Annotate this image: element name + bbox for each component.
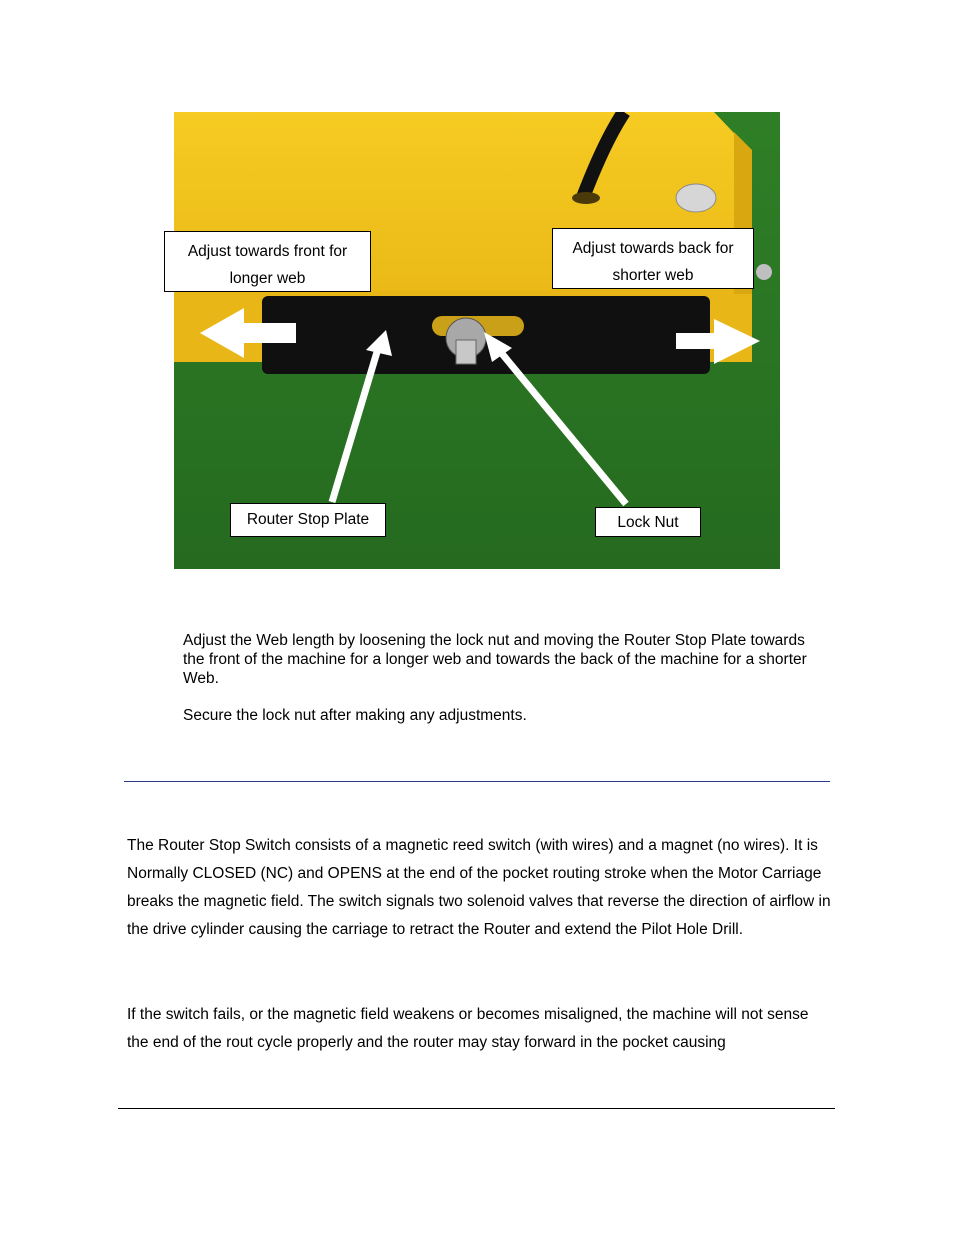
callout-adjust-back [552, 228, 754, 289]
callout-adjust-front-text: Adjust towards front for longer web [187, 243, 348, 287]
callout-router-stop-plate [230, 503, 386, 537]
screw-head [676, 184, 716, 212]
cable-grommet [572, 192, 600, 204]
callout-lock-nut-text: Lock Nut [617, 514, 679, 531]
callout-router-stop-plate-text: Router Stop Plate [246, 511, 370, 528]
instruction-paragraph-1: Adjust the Web length by loosening the lock nut and moving the Router Stop Plate towards the front of the machine for a longer web and towards the back of the machine for a shorter Web. [183, 632, 807, 687]
instruction-paragraph-2: Secure the lock nut after making any adjustments. [183, 707, 527, 724]
callout-adjust-back-text: Adjust towards back for shorter web [572, 240, 734, 284]
router-stop-switch-paragraph: The Router Stop Switch consists of a magnetic reed switch (with wires) and a magnet (no wires). It is Normally CLOSED (NC) and OPENS at the end of the pocket routing stroke when the Motor Carriage breaks the magnetic field. The switch signals two solenoid valves that reverse the direction of airflow in the drive cylinder causing the carriage to retract the Router and extend the Pilot Hole Drill. [127, 837, 831, 938]
footer-rule [118, 1108, 835, 1109]
bolt [456, 340, 476, 364]
section-divider [124, 781, 830, 782]
side-screw [756, 264, 772, 280]
router-stop-photo-illustration [174, 112, 780, 569]
router-stop-photo [174, 112, 780, 569]
callout-lock-nut [595, 507, 701, 537]
switch-failure-paragraph: If the switch fails, or the magnetic field weakens or becomes misaligned, the machine will not sense the end of the rout cycle properly and the router may stay forward in the pocket causing [127, 1006, 809, 1051]
callout-adjust-front [164, 231, 371, 292]
